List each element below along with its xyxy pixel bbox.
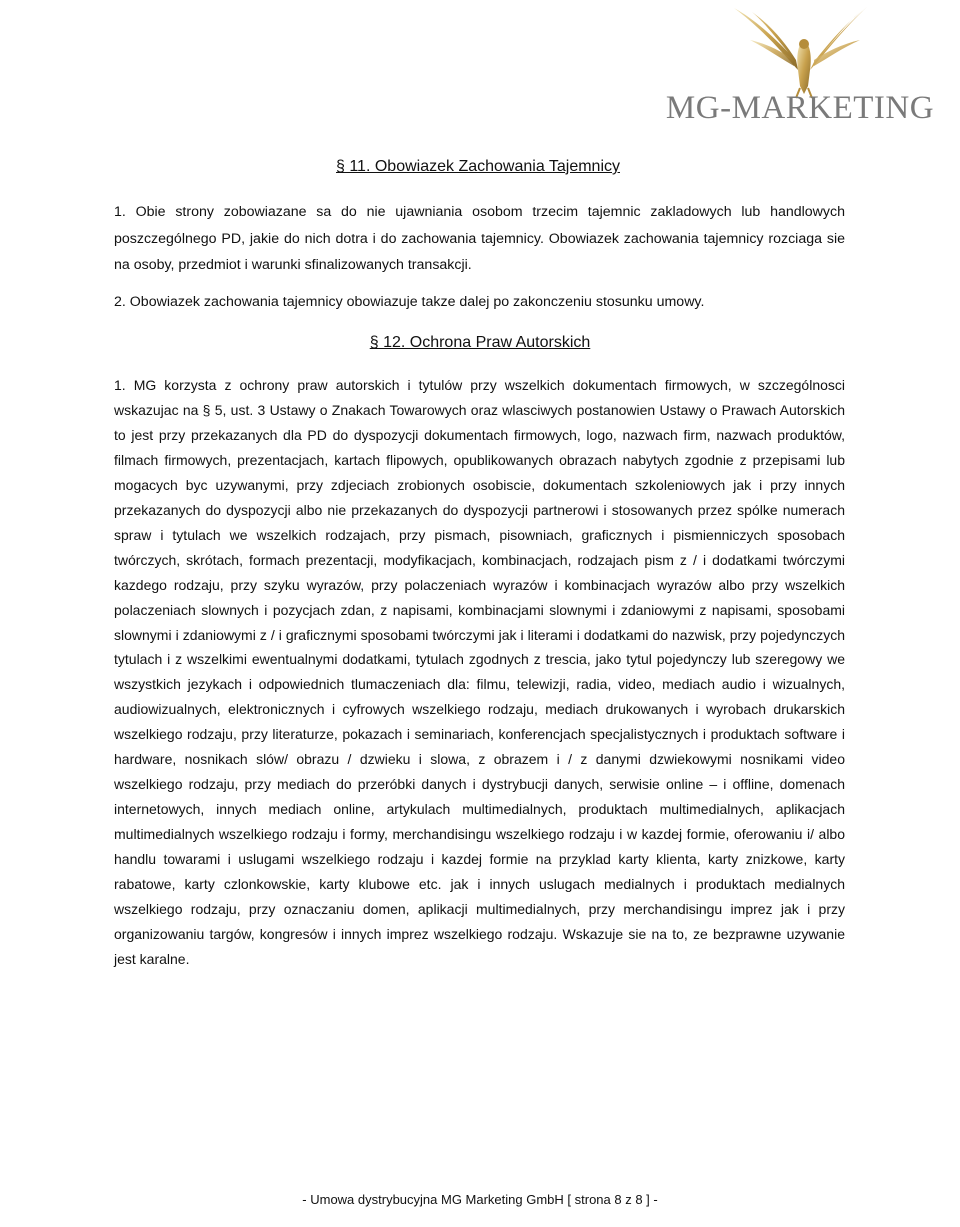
eagle-icon: [664, 0, 934, 128]
logo-text: MG-MARKETING: [665, 90, 934, 126]
section-12-heading: § 12. Ochrona Praw Autorskich: [369, 334, 591, 351]
section-11-paragraph-2: 2. Obowiazek zachowania tajemnicy obowiazuje takze dalej po zakonczeniu stosunku umowy.: [114, 294, 705, 310]
section-12-paragraph-1: 1. MG korzysta z ochrony praw autorskich i tytulów przy wszelkich dokumentach firmowych, w szczególnosci wskazujac na § 5, ust. 3 Ustawy o Znakach Towarowych oraz wlasciwych postanowien Ustawy o Prawach Autorskich to jest przy przekazanych dla PD do dyspozycji dokumentach firmowych, logo, nazwach firm, nazwach produktów, filmach firmowych, prezentacjach, kartach flipowych, opublikowanych obrazach nabytych zgodnie z przepisami lub mogacych byc uzywanymi, przy zdjeciach zrobionych osobiscie, dokumentach szkoleniowych jak i przy innych przekazanych do dyspozycji albo nie przekazanych do dyspozycji partnerowi i stosowanych przez spólke numerach spraw i tytulach we wszelkich rodzajach, przy pismach, pisowniach, graficznych i pismienniczych sposobach twórczych, skrótach, formach prezentacji, modyfikacjach, kombinacjach, rodzajach pism z / i dodatkami twórczymi kazdego rodzaju, przy szyku wyrazów, przy polaczeniach wyrazów i kombinacjach wyrazów albo przy wszelkich polaczeniach slownych i pozycjach zdan, z napisami, kombinacjami slownymi i zdaniowymi z napisami, sposobami slownymi i zdaniowymi z / i graficznymi sposobami twórczymi jak i literami i dodatkami do nazwisk, przy pojedynczych tytulach i z wszelkimi ewentualnymi dodatkami, tytulach zgodnych z trescia, jako tytul pojedynczy lub szeregowy we wszystkich jezykach i odpowiednich tlumaczeniach dla: filmu, telewizji, radia, video, mediach audio i wizualnych, audiowizualnych, elektronicznych i cyfrowych wszelkiego rodzaju, mediach drukowanych i wyrobach drukarskich wszelkiego rodzaju, przy literaturze, pokazach i seminariach, konferencjach specjalistycznych i produktach software i hardware, nosnikach slów/ obrazu / dzwieku i slowa, z obrazem i / z danymi dzwiekowymi nosnikami video wszelkiego rodzaju, przy mediach do przeróbki danych i dystrybucji danych, serwisie online – i offline, domenach internetowych, innych mediach online, artykulach multimedialnych, produktach multimedialnych, aplikacjach multimedialnych wszelkiego rodzaju i formy, merchandisingu wszelkiego rodzaju i w kazdej formie, oferowaniu i/ albo handlu towarami i uslugami wszelkiego rodzaju i kazdej formie na przyklad karty klienta, karty znizkowe, karty rabatowe, karty czlonkowskie, karty klubowe etc. jak i innych uslugach medialnych i produktach medialnych wszelkiego rodzaju, przy oznaczaniu domen, aplikacji multimedialnych, przy merchandisingu imprez jak i przy organizowaniu targów, kongresów i innych imprez wszelkiego rodzaju. Wskazuje sie na to, ze bezprawne uzywanie jest karalne.: [114, 377, 845, 967]
section-11-heading: § 11. Obowiazek Zachowania Tajemnicy: [336, 158, 620, 175]
company-logo: [664, 0, 934, 128]
page-footer: - Umowa dystrybucyjna MG Marketing GmbH [ strona 8 z 8 ] -: [302, 1192, 658, 1207]
section-11-paragraph-1: 1. Obie strony zobowiazane sa do nie ujawniania osobom trzecim tajemnic zakladowych lub handlowych poszczególnego PD, jakie do nich dotra i do zachowania tajemnicy. Obowiazek zachowania tajemnicy rozciaga sie na osoby, przedmiot i warunki sfinalizowanych transakcji.: [114, 204, 845, 273]
